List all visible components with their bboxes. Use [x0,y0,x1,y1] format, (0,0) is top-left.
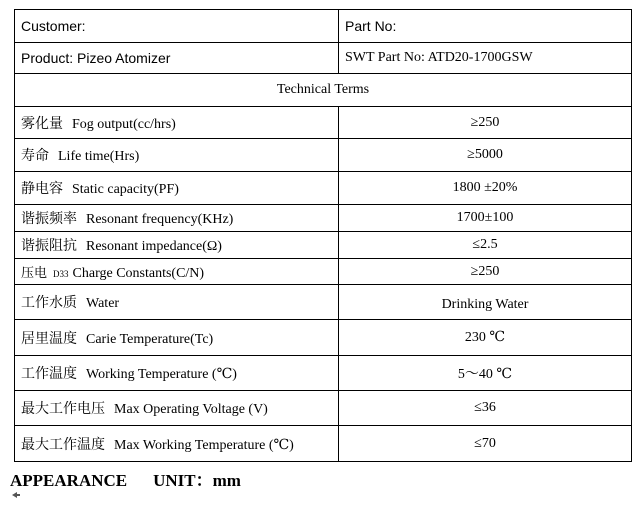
table-row-customer [15,10,632,43]
param-label [15,285,339,320]
param-cn: 最大工作电压 [21,401,105,417]
param-value: 5～40 ℃ [339,356,632,391]
param-label [15,426,339,462]
param-label [15,391,339,426]
param-cn: 居里温度 [21,330,77,347]
param-cn: 工作温度 [21,366,77,382]
param-cn: 寿命 [21,148,49,164]
param-en: Static capacity(PF) [72,182,179,197]
param-en: Fog output(cc/hrs) [72,116,176,132]
paragraph-mark-icon [12,492,20,498]
section-title: Technical Terms [15,74,632,107]
param-value: 230 ℃ [339,320,632,356]
appearance-label: APPEARANCE [10,471,128,490]
table-row [15,285,632,320]
param-cn: 静电容 [21,181,63,197]
table-row [15,107,632,139]
param-value: ≤70 [339,426,632,462]
param-value: 1700±100 [339,205,632,232]
swt-part-no-cell: SWT Part No: ATD20-1700GSW [339,43,632,74]
appearance-heading [10,466,241,491]
param-label [15,172,339,205]
param-en: Working Temperature (℃) [86,367,237,382]
param-sub: D33 [53,268,69,279]
param-value: ≥5000 [339,139,632,172]
table-row [15,205,632,232]
table-row [15,232,632,259]
param-label [15,139,339,172]
table-row [15,259,632,285]
param-value: ≥250 [339,107,632,139]
table-row [15,320,632,356]
param-value: ≥250 [339,259,632,285]
param-value: Drinking Water [339,285,632,320]
table-row-section [15,74,632,107]
part-no-cell: Part No: [339,10,632,43]
param-value: ≤36 [339,391,632,426]
param-cn: 谐振频率 [21,211,77,227]
param-cn: 工作水质 [21,295,77,311]
param-label [15,259,339,285]
table-row-product [15,43,632,74]
param-label [15,356,339,391]
table-row [15,356,632,391]
param-en: Resonant impedance(Ω) [86,239,222,254]
param-en: Life time(Hrs) [58,149,140,164]
unit-label: UNIT：mm [153,471,241,490]
param-label [15,232,339,259]
spec-table [14,9,632,462]
table-row [15,139,632,172]
table-row [15,391,632,426]
param-label [15,205,339,232]
param-en: Resonant frequency(KHz) [86,212,234,227]
param-cn: 压电 [21,265,48,281]
param-value: ≤2.5 [339,232,632,259]
customer-cell: Customer: [15,10,339,43]
param-value: 1800 ±20% [339,172,632,205]
param-en: Max Operating Voltage (V) [114,402,268,417]
param-en: Charge Constants(C/N) [72,265,205,281]
param-en: Carie Temperature(Tc) [86,331,214,347]
param-cn: 最大工作温度 [21,436,105,453]
param-cn: 雾化量 [21,115,63,132]
table-row [15,426,632,462]
product-cell: Product: Pizeo Atomizer [15,43,339,74]
table-row [15,172,632,205]
param-en: Water [86,296,120,311]
param-label [15,320,339,356]
param-en: Max Working Temperature (℃) [114,437,294,453]
param-cn: 谐振阻抗 [21,238,77,254]
param-label [15,107,339,139]
